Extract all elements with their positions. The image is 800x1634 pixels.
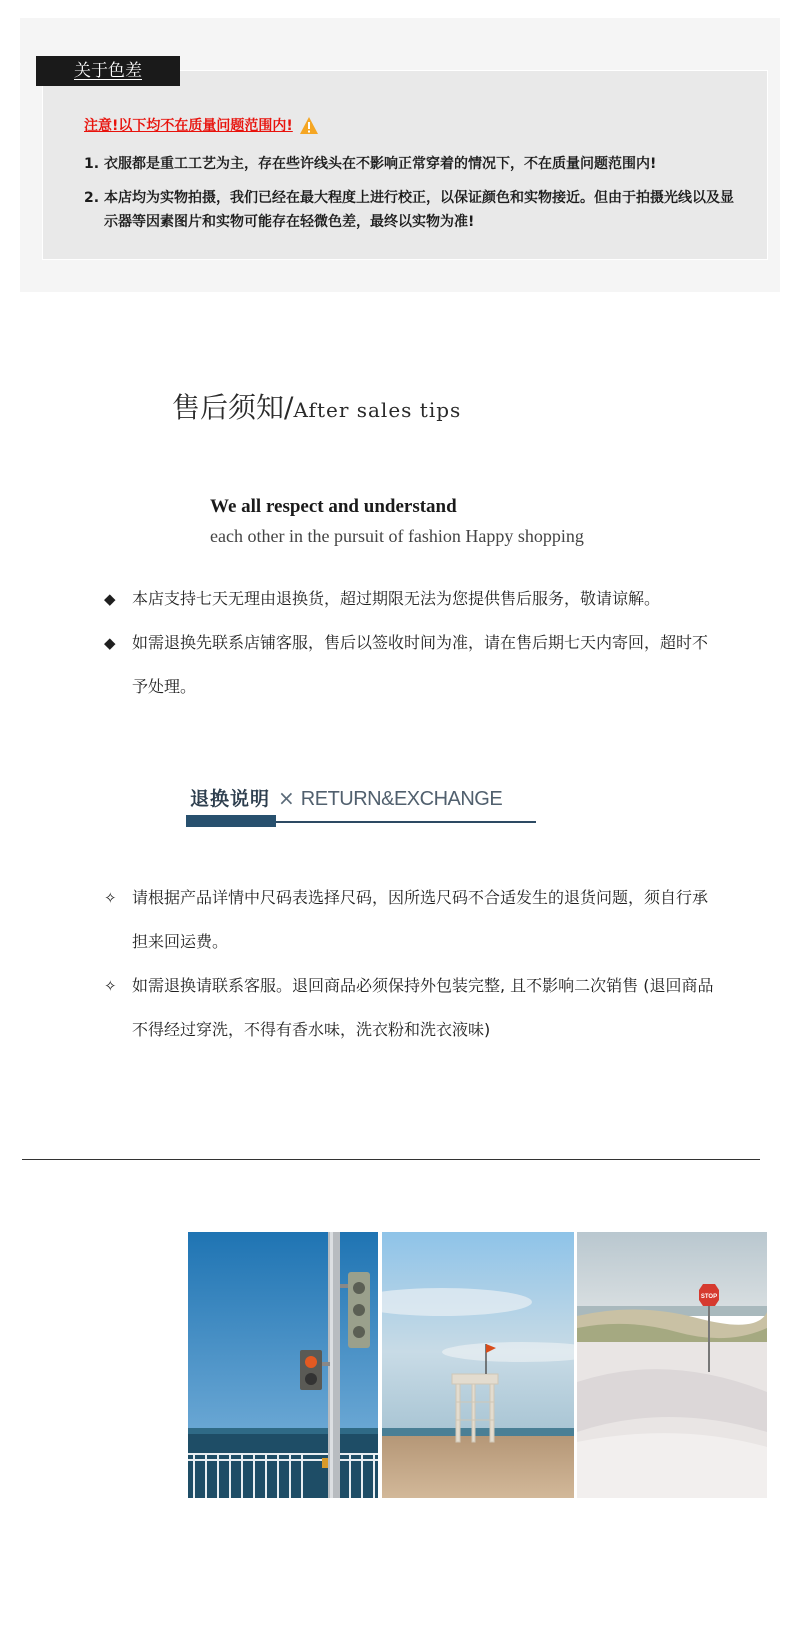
list-item-text: 本店均为实物拍摄，我们已经在最大程度上进行校正，以保证颜色和实物接近。但由于拍摄光线以及显示器等因素图片和实物可能存在轻微色差，最终以实物为准! — [104, 190, 734, 230]
tagline-line-1: We all respect and understand — [210, 496, 457, 517]
photo-traffic-light — [188, 1232, 378, 1498]
tagline-line-2: each other in the pursuit of fashion Happy shopping — [210, 526, 584, 546]
photo-stop-sign — [577, 1232, 767, 1498]
return-exchange-title-en: RETURN&EXCHANGE — [300, 788, 503, 810]
return-exchange-title-cn: 退换说明 — [190, 788, 271, 810]
quality-warning-text: 注意!以下均不在质量问题范围内! — [84, 118, 293, 134]
after-sales-list — [104, 588, 714, 709]
list-item — [84, 186, 734, 234]
star-bullet-icon: ✧ — [104, 889, 117, 907]
return-exchange-list — [104, 876, 714, 1052]
list-item-text: 如需退换先联系店铺客服，售后以签收时间为准，请在售后期七天内寄回，超时不予处理。 — [132, 633, 709, 696]
photo-lifeguard-tower — [382, 1232, 574, 1498]
list-item — [84, 152, 734, 176]
list-item-text: 衣服都是重工工艺为主，存在些许线头在不影响正常穿着的情况下，不在质量问题范围内! — [104, 156, 657, 172]
stop-sign-text: STOP — [700, 1294, 718, 1300]
diamond-bullet-icon: ◆ — [104, 634, 116, 652]
warning-icon — [299, 116, 319, 136]
list-item-text: 本店支持七天无理由退换货，超过期限无法为您提供售后服务，敬请谅解。 — [132, 589, 661, 608]
list-item — [104, 588, 714, 610]
quality-warning — [84, 116, 319, 136]
list-item-number: 2. — [84, 190, 100, 206]
list-item — [104, 964, 714, 1052]
after-sales-title-en: After sales tips — [293, 398, 462, 422]
return-exchange-separator: × — [278, 786, 295, 810]
list-item-text: 请根据产品详情中尺码表选择尺码，因所选尺码不合适发生的退货问题，须自行承担来回运费。 — [132, 888, 709, 951]
after-sales-title — [172, 386, 461, 426]
after-sales-title-cn: 售后须知 — [172, 391, 285, 424]
list-item — [104, 876, 714, 964]
star-bullet-icon: ✧ — [104, 977, 117, 995]
diamond-bullet-icon: ◆ — [104, 590, 116, 608]
return-exchange-accent-bar — [186, 815, 276, 827]
after-sales-title-separator: / — [284, 391, 294, 424]
list-item — [104, 621, 714, 709]
list-item-number: 1. — [84, 156, 100, 172]
color-difference-tab-label: 关于色差 — [74, 61, 142, 81]
list-item-text: 如需退换请联系客服。退回商品必须保持外包装完整, 且不影响二次销售 (退回商品不得经过穿洗，不得有香水味，洗衣粉和洗衣液味) — [132, 976, 714, 1039]
section-divider — [22, 1159, 760, 1160]
return-exchange-header — [190, 784, 502, 811]
color-difference-list — [84, 152, 734, 244]
color-difference-tab — [36, 56, 180, 86]
